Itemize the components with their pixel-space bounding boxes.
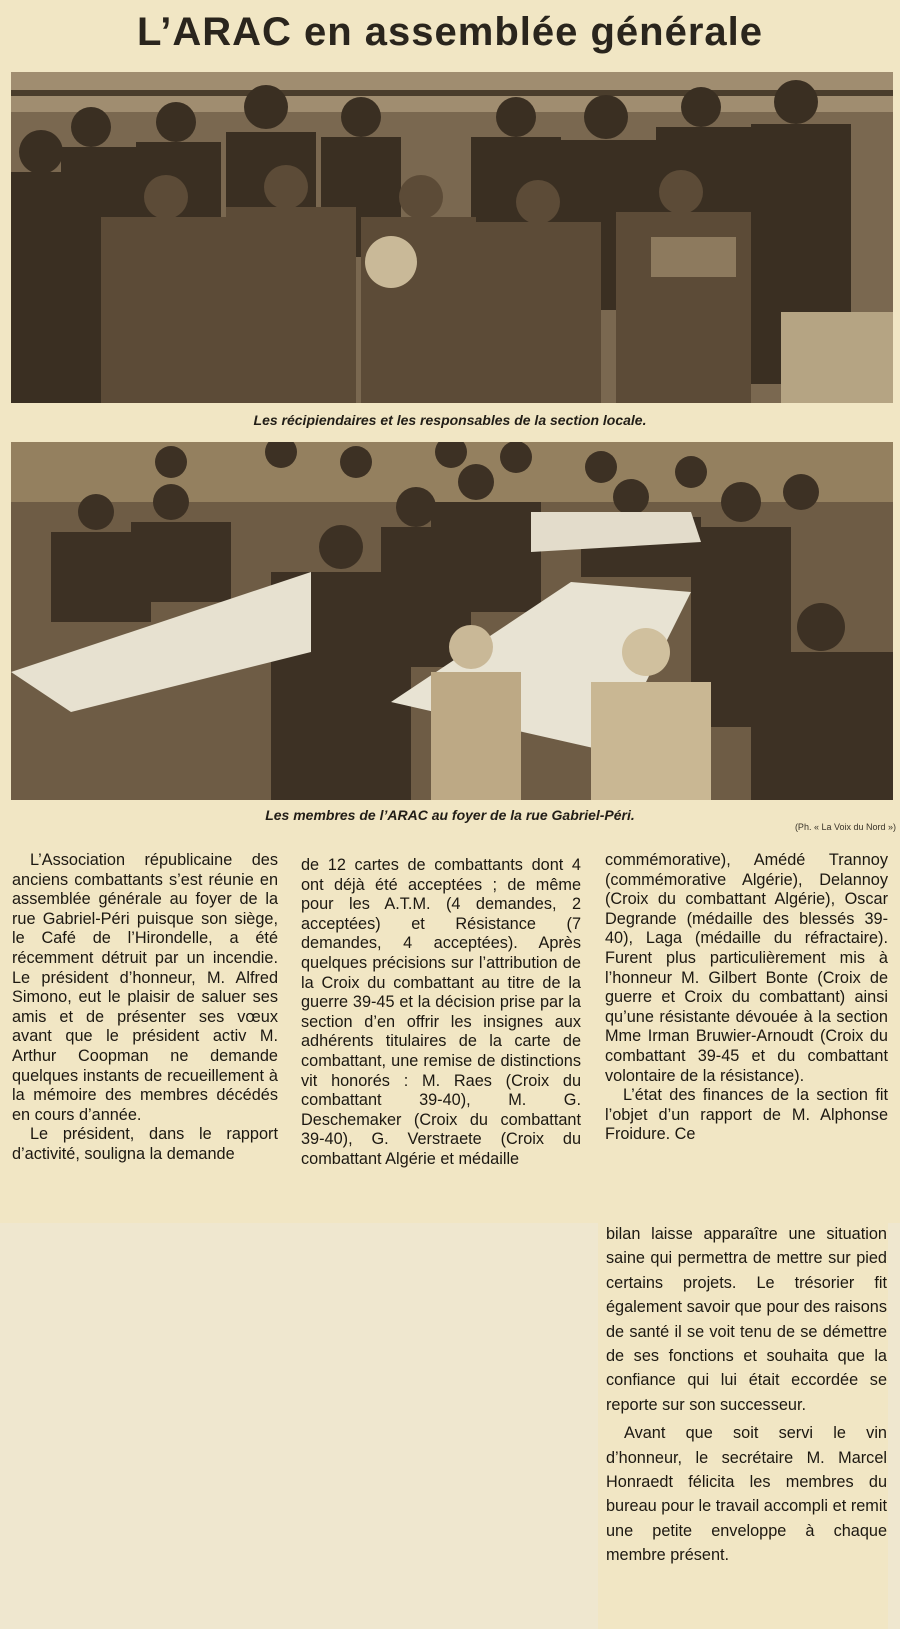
paragraph: L’état des finances de la section fit l’objet d’un rapport de M. Alphonse Froidure. Ce <box>605 1086 888 1144</box>
paragraph: L’Association républicaine des anciens combattants s’est réunie en assemblée générale au foyer de la rue Gabriel-Péri puisque son siège, le Café de l’Hirondelle, a été récemment détruit par un incendie. Le président d’honneur, M. Alfred Simono, eut le plaisir de saluer ses amis et de présenter ses vœux avant que le président activ M. Arthur Coopman ne demande quelques instants de recueillement à la mémoire des membres décédés en cours d’année. <box>12 851 278 1124</box>
article-column-2 <box>301 856 581 1170</box>
photo-credit: (Ph. « La Voix du Nord ») <box>794 822 896 832</box>
article-column-3-continued <box>606 1222 887 1568</box>
group-photo-members <box>11 442 893 800</box>
group-photo-recipients <box>11 72 893 403</box>
paragraph: Le président, dans le rapport d’activité, souligna la demande <box>12 1125 278 1163</box>
photo2-caption: Les membres de l’ARAC au foyer de la rue Gabriel-Péri. <box>265 807 635 823</box>
photo1-caption: Les récipiendaires et les responsables de la section locale. <box>253 412 647 428</box>
article-column-3 <box>605 851 888 1145</box>
article-headline: L’ARAC en assemblée générale <box>136 10 764 54</box>
paragraph: de 12 cartes de combattants dont 4 ont déjà été acceptées ; de même pour les A.T.M. (4 demandes, 2 acceptées) et Résistance (7 demandes, 4 acceptées). Après quelques précisions sur l’attribution de la Croix du combattant au titre de la guerre 39-45 et la décision prise par la section d’en offrir les insignes aux adhérents titulaires de la carte de combattant, une remise de distinctions vit honorés : M. Raes (Croix du combattant 39-40), M. G. Deschemaker (Croix du combattant 39-40), G. Verstraete (Croix du combattant Algérie et médaille <box>301 856 581 1168</box>
article-column-1 <box>12 851 278 1165</box>
paragraph: Avant que soit servi le vin d’honneur, le secrétaire M. Marcel Honraedt félicita les membres du bureau pour le travail accompli et remit une petite enveloppe à chaque membre présent. <box>606 1424 887 1565</box>
paragraph: bilan laisse apparaître une situation saine qui permettra de mettre sur pied certains projets. Le trésorier fit également savoir que pour des raisons de santé il se voit tenu de se démettre de ses fonctions et souhaita que la confiance qui lui était eccordée se reporte sur son successeur. <box>606 1225 887 1414</box>
paragraph: commémorative), Amédé Trannoy (commémorative Algérie), Delannoy (Croix du combattant Algérie), Oscar Degrande (médaille des blessés 39-40), Laga (médaille du réfractaire). Furent plus particulièrement mis à l’honneur M. Gilbert Bonte (Croix de guerre et Croix du combattant) ainsi qu’une résistante dévouée à la section Mme Irman Bruwier-Arnoudt (Croix du combattant 39-45 et du combattant volontaire de la résistance). <box>605 851 888 1085</box>
